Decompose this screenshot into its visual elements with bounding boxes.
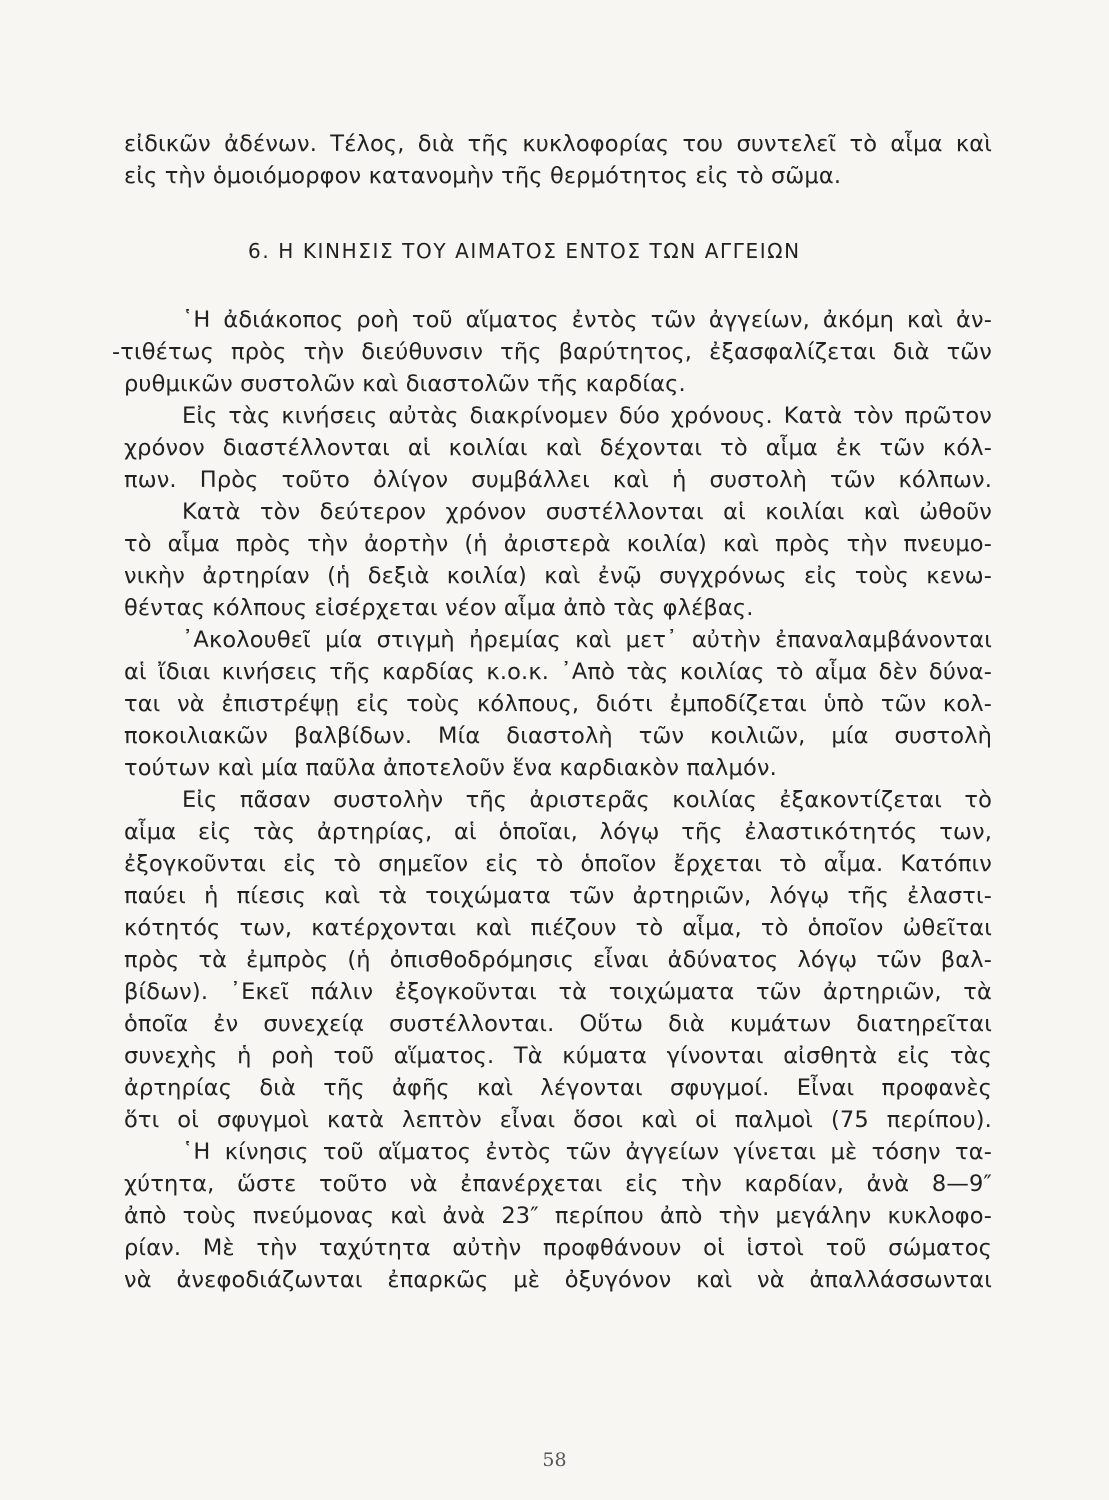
text-line: πων. Πρὸς τοῦτο ὀλίγον συμβάλλει καὶ ἡ συστολὴ τῶν κόλπων. <box>124 467 992 493</box>
intro-paragraph <box>124 128 992 192</box>
text-line: Εἰς πᾶσαν συστολὴν τῆς ἀριστερᾶς κοιλίας ἐξακοντίζεται τὸ <box>182 787 992 813</box>
section-heading: 6. Η ΚΙΝΗΣΙΣ ΤΟΥ ΑΙΜΑΤΟΣ ΕΝΤΟΣ ΤΩΝ ΑΓΓΕΙΩΝ <box>248 239 801 263</box>
text-line: χρόνον διαστέλλονται αἱ κοιλίαι καὶ δέχονται τὸ αἷμα ἐκ τῶν κόλ- <box>124 435 992 461</box>
text-line: θέντας κόλπους εἰσέρχεται νέον αἷμα ἀπὸ τὰς φλέβας. <box>124 595 754 621</box>
text-line: βίδων). ᾿Εκεῖ πάλιν ἐξογκοῦνται τὰ τοιχώματα τῶν ἀρτηριῶν, τὰ <box>124 979 992 1005</box>
text-line: εἰδικῶν ἀδένων. Τέλος, διὰ τῆς κυκλοφορίας του συντελεῖ τὸ αἷμα καὶ <box>124 131 992 157</box>
text-line: ῾Η κίνησις τοῦ αἵματος ἐντὸς τῶν ἀγγείων γίνεται μὲ τόσην τα- <box>182 1139 992 1165</box>
text-line: ται νὰ ἐπιστρέψῃ εἰς τοὺς κόλπους, διότι ἐμποδίζεται ὑπὸ τῶν κολ- <box>124 691 992 717</box>
text-line: ἀπὸ τοὺς πνεύμονας καὶ ἀνὰ 23″ περίπου ἀπὸ τὴν μεγάλην κυκλοφο- <box>124 1203 992 1229</box>
text-line: αἱ ἴδιαι κινήσεις τῆς καρδίας κ.ο.κ. ᾿Απὸ τὰς κοιλίας τὸ αἷμα δὲν δύνα- <box>124 659 992 685</box>
text-line: ἀρτηρίας διὰ τῆς ἀφῆς καὶ λέγονται σφυγμοί. Εἶναι προφανὲς <box>124 1075 992 1101</box>
text-line: κότητός των, κατέρχονται καὶ πιέζουν τὸ αἷμα, τὸ ὁποῖον ὠθεῖται <box>124 915 992 941</box>
text-line: ποκοιλιακῶν βαλβίδων. Μία διαστολὴ τῶν κοιλιῶν, μία συστολὴ <box>124 723 992 749</box>
page-number: 58 <box>542 1449 567 1471</box>
text-line: παύει ἡ πίεσις καὶ τὰ τοιχώματα τῶν ἀρτηριῶν, λόγῳ τῆς ἐλαστι- <box>124 883 992 909</box>
text-line: τὸ αἷμα πρὸς τὴν ἀορτὴν (ἡ ἀριστερὰ κοιλία) καὶ πρὸς τὴν πνευμο- <box>124 531 992 557</box>
text-line: Εἰς τὰς κινήσεις αὐτὰς διακρίνομεν δύο χρόνους. Κατὰ τὸν πρῶτον <box>182 403 992 429</box>
text-line: ρυθμικῶν συστολῶν καὶ διαστολῶν τῆς καρδίας. <box>124 371 686 397</box>
text-line: ρίαν. Μὲ τὴν ταχύτητα αὐτὴν προφθάνουν οἱ ἱστοὶ τοῦ σώματος <box>124 1235 992 1261</box>
text-line: νὰ ἀνεφοδιάζωνται ἐπαρκῶς μὲ ὀξυγόνον καὶ νὰ ἀπαλλάσσωνται <box>124 1267 992 1293</box>
text-line: πρὸς τὰ ἐμπρὸς (ἡ ὀπισθοδρόμησις εἶναι ἀδύνατος λόγῳ τῶν βαλ- <box>124 947 992 973</box>
text-line: αἷμα εἰς τὰς ἀρτηρίας, αἱ ὁποῖαι, λόγῳ τῆς ἐλαστικότητός των, <box>124 819 992 845</box>
text-line: εἰς τὴν ὁμοιόμορφον κατανομὴν τῆς θερμότητος εἰς τὸ σῶμα. <box>124 163 842 189</box>
text-line: -τιθέτως πρὸς τὴν διεύθυνσιν τῆς βαρύτητος, ἐξασφαλίζεται διὰ τῶν <box>112 339 992 365</box>
text-line: τούτων καὶ μία παῦλα ἀποτελοῦν ἕνα καρδιακὸν παλμόν. <box>124 755 777 781</box>
text-line: ὅτι οἱ σφυγμοὶ κατὰ λεπτὸν εἶναι ὅσοι καὶ οἱ παλμοὶ (75 περίπου). <box>124 1107 992 1133</box>
text-line: χύτητα, ὥστε τοῦτο νὰ ἐπανέρχεται εἰς τὴν καρδίαν, ἀνὰ 8—9″ <box>124 1171 992 1197</box>
body-text <box>112 304 992 1296</box>
text-line: συνεχὴς ἡ ροὴ τοῦ αἵματος. Τὰ κύματα γίνονται αἰσθητὰ εἰς τὰς <box>124 1043 992 1069</box>
text-line: Κατὰ τὸν δεύτερον χρόνον συστέλλονται αἱ κοιλίαι καὶ ὠθοῦν <box>182 499 992 525</box>
text-line: ἐξογκοῦνται εἰς τὸ σημεῖον εἰς τὸ ὁποῖον ἔρχεται τὸ αἷμα. Κατόπιν <box>124 851 992 877</box>
text-line: νικὴν ἀρτηρίαν (ἡ δεξιὰ κοιλία) καὶ ἐνῷ συγχρόνως εἰς τοὺς κενω- <box>124 563 992 589</box>
text-line: ὁποῖα ἐν συνεχείᾳ συστέλλονται. Οὕτω διὰ κυμάτων διατηρεῖται <box>124 1011 992 1037</box>
text-line: ῾Η ἀδιάκοπος ροὴ τοῦ αἵματος ἐντὸς τῶν ἀγγείων, ἀκόμη καὶ ἀν- <box>182 307 992 333</box>
text-line: ᾿Ακολουθεῖ μία στιγμὴ ἠρεμίας καὶ μετ᾿ αὐτὴν ἐπαναλαμβάνονται <box>182 627 992 653</box>
